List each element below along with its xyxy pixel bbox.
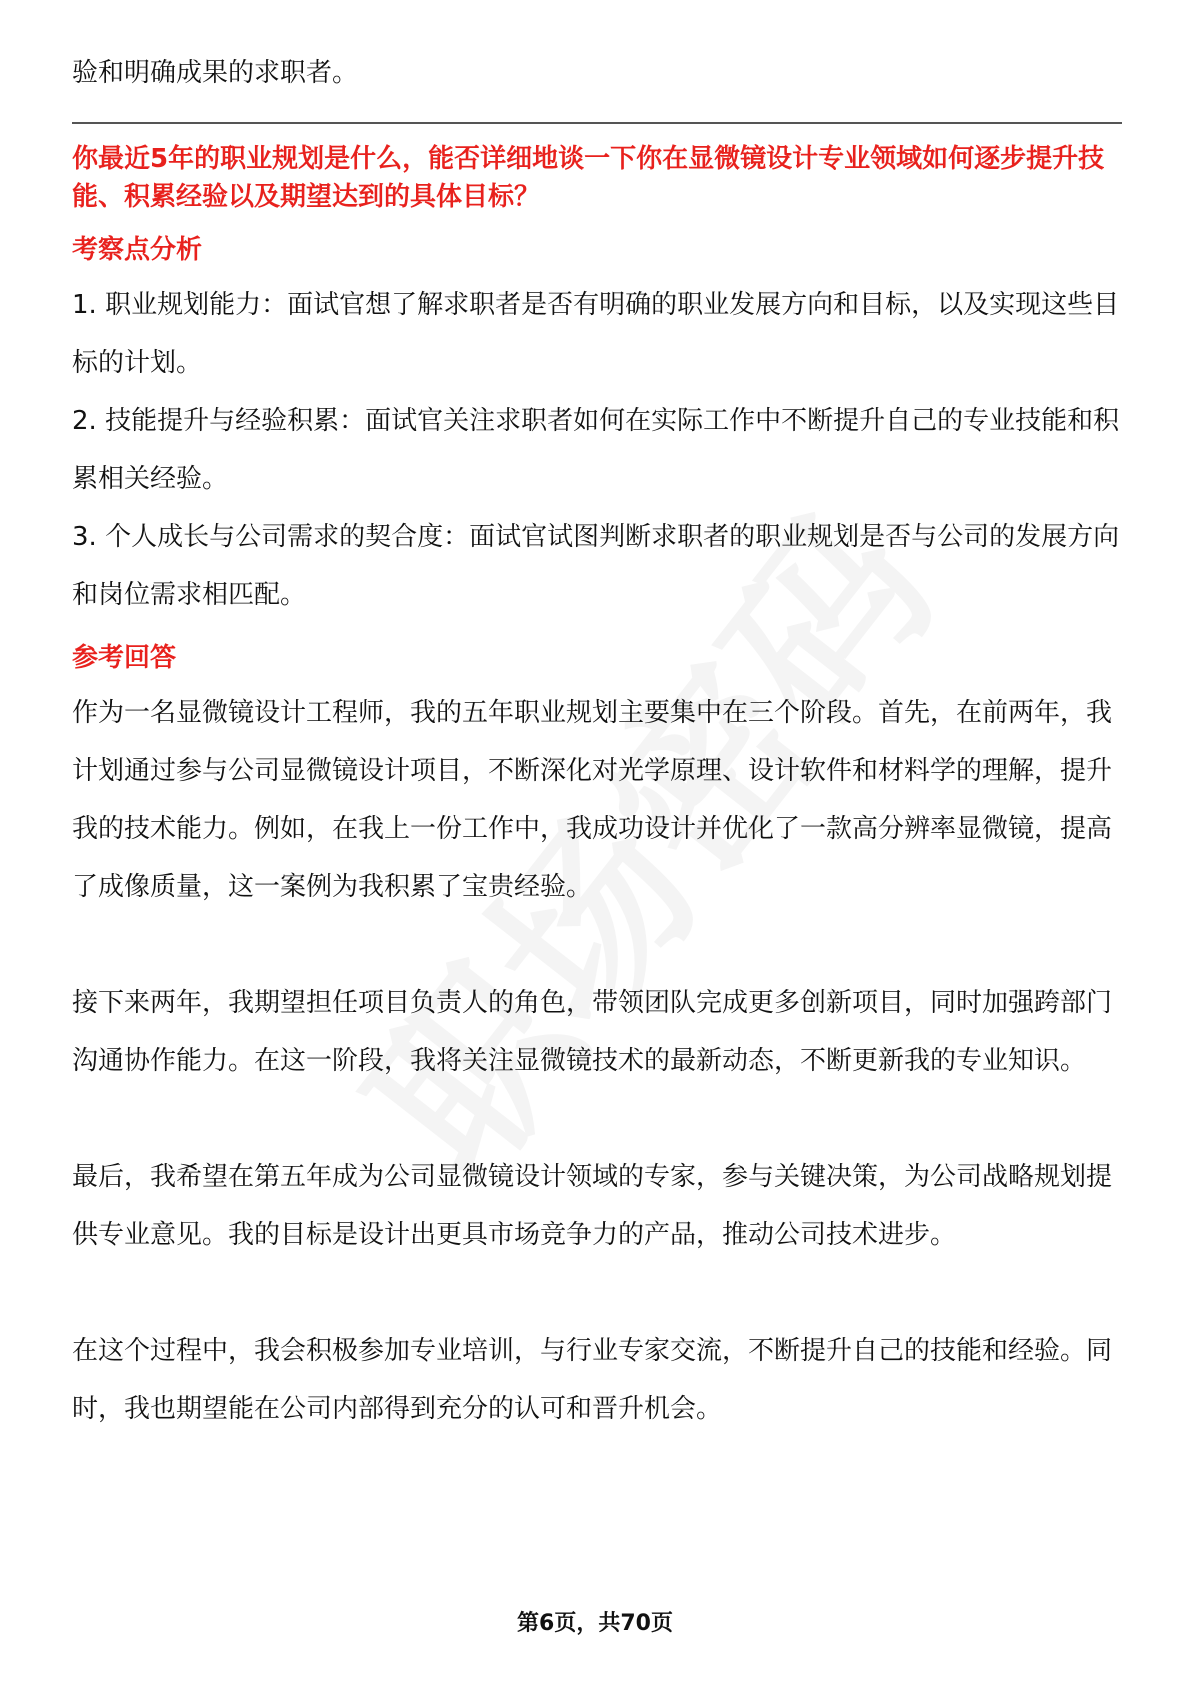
analysis-point: 1. 职业规划能力：面试官想了解求职者是否有明确的职业发展方向和目标，以及实现这些目标的计划。 bbox=[72, 290, 1120, 378]
page-number: 第6页，共70页 bbox=[517, 1611, 673, 1636]
page-content bbox=[72, 44, 1122, 1438]
answer-paragraph: 接下来两年，我期望担任项目负责人的角色，带领团队完成更多创新项目，同时加强跨部门沟通协作能力。在这一阶段，我将关注显微镜技术的最新动态，不断更新我的专业知识。 bbox=[72, 988, 1113, 1076]
question-heading: 你最近5年的职业规划是什么，能否详细地谈一下你在显微镜设计专业领域如何逐步提升技能、积累经验以及期望达到的具体目标？ bbox=[72, 144, 1105, 212]
answer-title: 参考回答 bbox=[72, 643, 177, 673]
analysis-title: 考察点分析 bbox=[72, 235, 203, 265]
analysis-point: 2. 技能提升与经验积累：面试官关注求职者如何在实际工作中不断提升自己的专业技能和积累相关经验。 bbox=[72, 406, 1120, 494]
divider bbox=[72, 122, 1122, 124]
answer-paragraph: 最后，我希望在第五年成为公司显微镜设计领域的专家，参与关键决策，为公司战略规划提供专业意见。我的目标是设计出更具市场竞争力的产品，推动公司技术进步。 bbox=[72, 1162, 1113, 1250]
lead-text: 验和明确成果的求职者。 bbox=[72, 58, 359, 88]
answer-paragraph: 在这个过程中，我会积极参加专业培训，与行业专家交流，不断提升自己的技能和经验。同时，我也期望能在公司内部得到充分的认可和晋升机会。 bbox=[72, 1336, 1113, 1424]
analysis-point: 3. 个人成长与公司需求的契合度：面试官试图判断求职者的职业规划是否与公司的发展方向和岗位需求相匹配。 bbox=[72, 522, 1120, 610]
answer-paragraph: 作为一名显微镜设计工程师，我的五年职业规划主要集中在三个阶段。首先，在前两年，我计划通过参与公司显微镜设计项目，不断深化对光学原理、设计软件和材料学的理解，提升我的技术能力。例如，在我上一份工作中，我成功设计并优化了一款高分辨率显微镜，提高了成像质量，这一案例为我积累了宝贵经验。 bbox=[72, 698, 1113, 902]
